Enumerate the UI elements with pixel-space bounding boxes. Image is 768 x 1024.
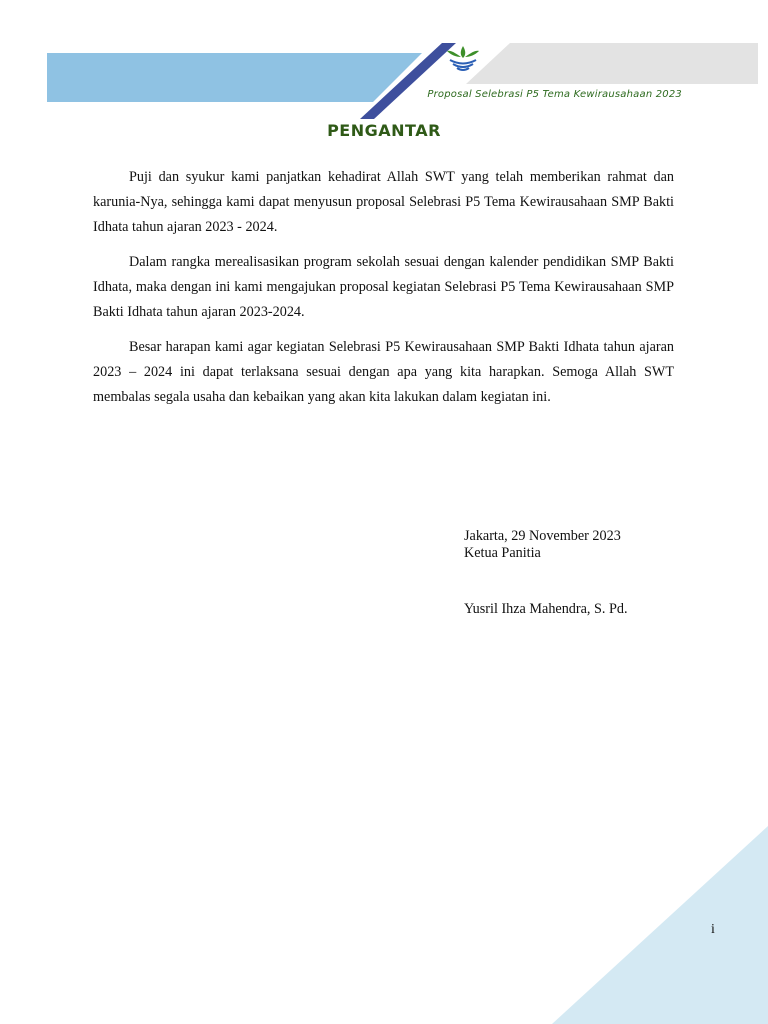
signer-name: Yusril Ihza Mahendra, S. Pd. [464, 601, 628, 617]
corner-triangle [552, 826, 768, 1024]
page-title: PENGANTAR [327, 121, 441, 140]
paragraph-1: Puji dan syukur kami panjatkan kehadirat Allah SWT yang telah memberikan rahmat dan karunia-Nya, sehingga kami dapat menyusun proposal Selebrasi P5 Tema Kewirausahaan SMP Bakti Idhata tahun ajaran 2023 - 2024. [93, 169, 674, 235]
header-blue-band [47, 53, 422, 102]
body-text [93, 165, 674, 420]
place-date: Jakarta, 29 November 2023 [464, 528, 621, 544]
header-caption: Proposal Selebrasi P5 Tema Kewirausahaan 2023 [427, 89, 682, 100]
signature-block [464, 528, 628, 618]
header-gray-panel [466, 43, 758, 84]
leaf-sprout-icon [447, 46, 479, 70]
header-band [0, 0, 768, 130]
page-number: i [711, 922, 715, 937]
paragraph-2: Dalam rangka merealisasikan program sekolah sesuai dengan kalender pendidikan SMP Bakti Idhata, maka dengan ini kami mengajukan proposal kegiatan Selebrasi P5 Tema Kewirausahaan SMP Bakti Idhata tahun ajaran 2023-2024. [93, 254, 674, 320]
paragraph-3: Besar harapan kami agar kegiatan Selebrasi P5 Kewirausahaan SMP Bakti Idhata tahun ajaran 2023 – 2024 ini dapat terlaksana sesuai dengan apa yang kita harapkan. Semoga Allah SWT membalas segala usaha dan kebaikan yang akan kita lakukan dalam kegiatan ini. [93, 339, 674, 405]
signer-role: Ketua Panitia [464, 545, 541, 561]
